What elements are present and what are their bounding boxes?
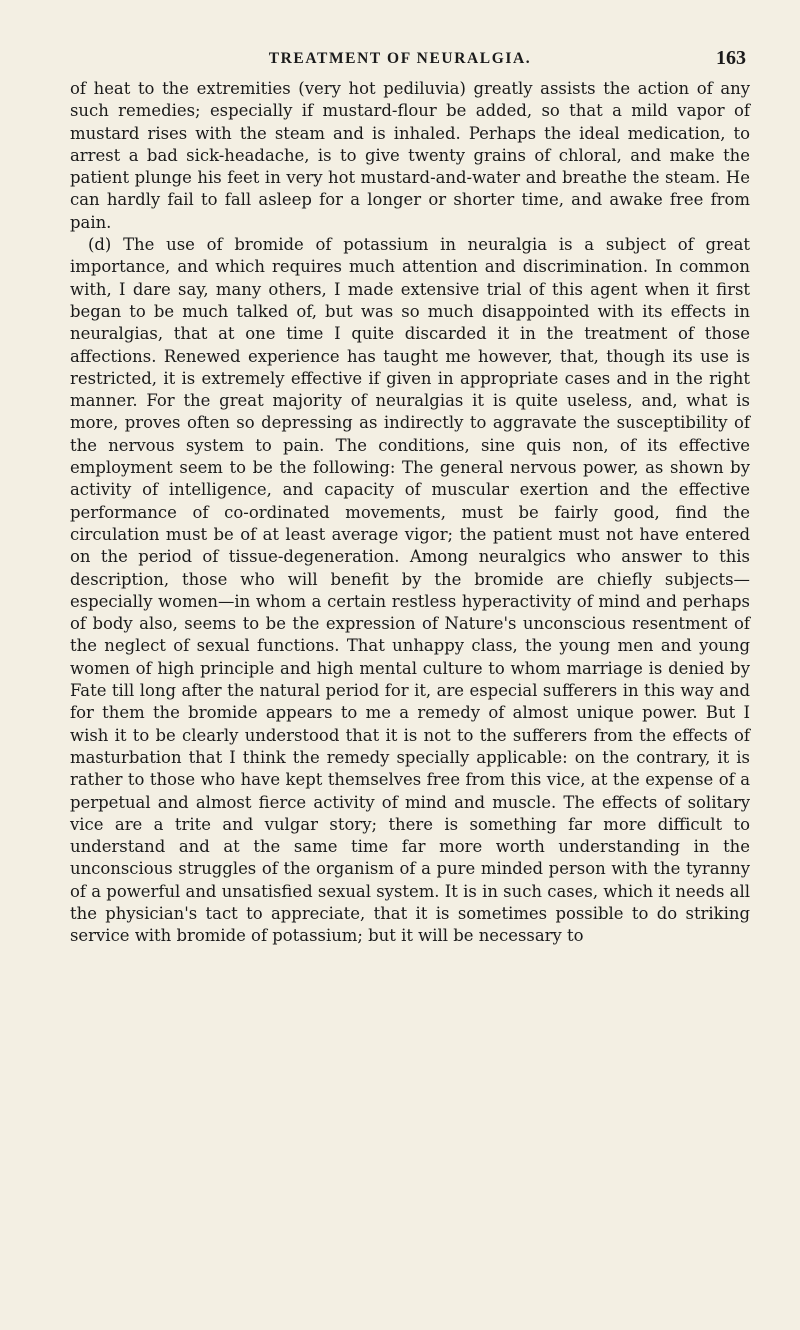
page-header — [0, 47, 800, 74]
paragraph-bromide: (d) The use of bromide of potassium in neuralgia is a subject of great importance, and which requires much attention and discrimination. In common with, I dare say, many others, I made extensive trial of this agent when it first began to be much talked of, but was so much disappointed with its effects in neuralgias, that at one time I quite discarded it in the treatment of those affections. Renewed experience has taught me however, that, though its use is restricted, it is extremely effective if given in appropriate cases and in the right manner. For the great majority of neuralgias it is quite useless, and, what is more, proves often so depressing as indirectly to aggravate the susceptibility of the nervous system to pain. The conditions, sine quis non, of its effective employment seem to be the following: The general nervous power, as shown by activity of intelligence, and capacity of muscular exertion and the effective performance of co-ordinated movements, must be fairly good, find the circulation must be of at least average vigor; the patient must not have entered on the period of tissue-degeneration. Among neuralgics who answer to this description, those who will benefit by the bromide are chiefly subjects—especially women—in whom a certain restless hyperactivity of mind and perhaps of body also, seems to be the expression of Nature's unconscious resentment of the neglect of sexual functions. That unhappy class, the young men and young women of high principle and high mental culture to whom marriage is denied by Fate till long after the natural period for it, are especial sufferers in this way and for them the bromide appears to me a remedy of almost unique power. But I wish it to be clearly understood that it is not to the sufferers from the effects of masturbation that I think the remedy specially applicable: on the contrary, it is rather to those who have kept themselves free from this vice, at the expense of a perpetual and almost fierce activity of mind and muscle. The effects of solitary vice are a trite and vulgar story; there is something far more difficult to understand and at the same time far more worth understanding in the unconscious struggles of the organism of a pure minded person with the tyranny of a powerful and unsatisfied sexual system. It is in such cases, which it needs all the physician's tact to appreciate, that it is sometimes possible to do striking service with bromide of potassium; but it will be necessary to — [70, 235, 750, 946]
body-text — [70, 78, 750, 948]
paragraph-continuation: of heat to the extremities (very hot pediluvia) greatly assists the action of any such remedies; especially if mustard-flour be added, so that a mild vapor of mustard rises with the steam and is inhaled. Perhaps the ideal medication, to arrest a bad sick-headache, is to give twenty grains of chloral, and make the patient plunge his feet in very hot mustard-and-water and breathe the steam. He can hardly fail to fall asleep for a longer or shorter time, and awake free from pain. — [70, 79, 750, 232]
page-number: 163 — [716, 47, 746, 69]
running-title: TREATMENT OF NEURALGIA. — [268, 50, 532, 67]
